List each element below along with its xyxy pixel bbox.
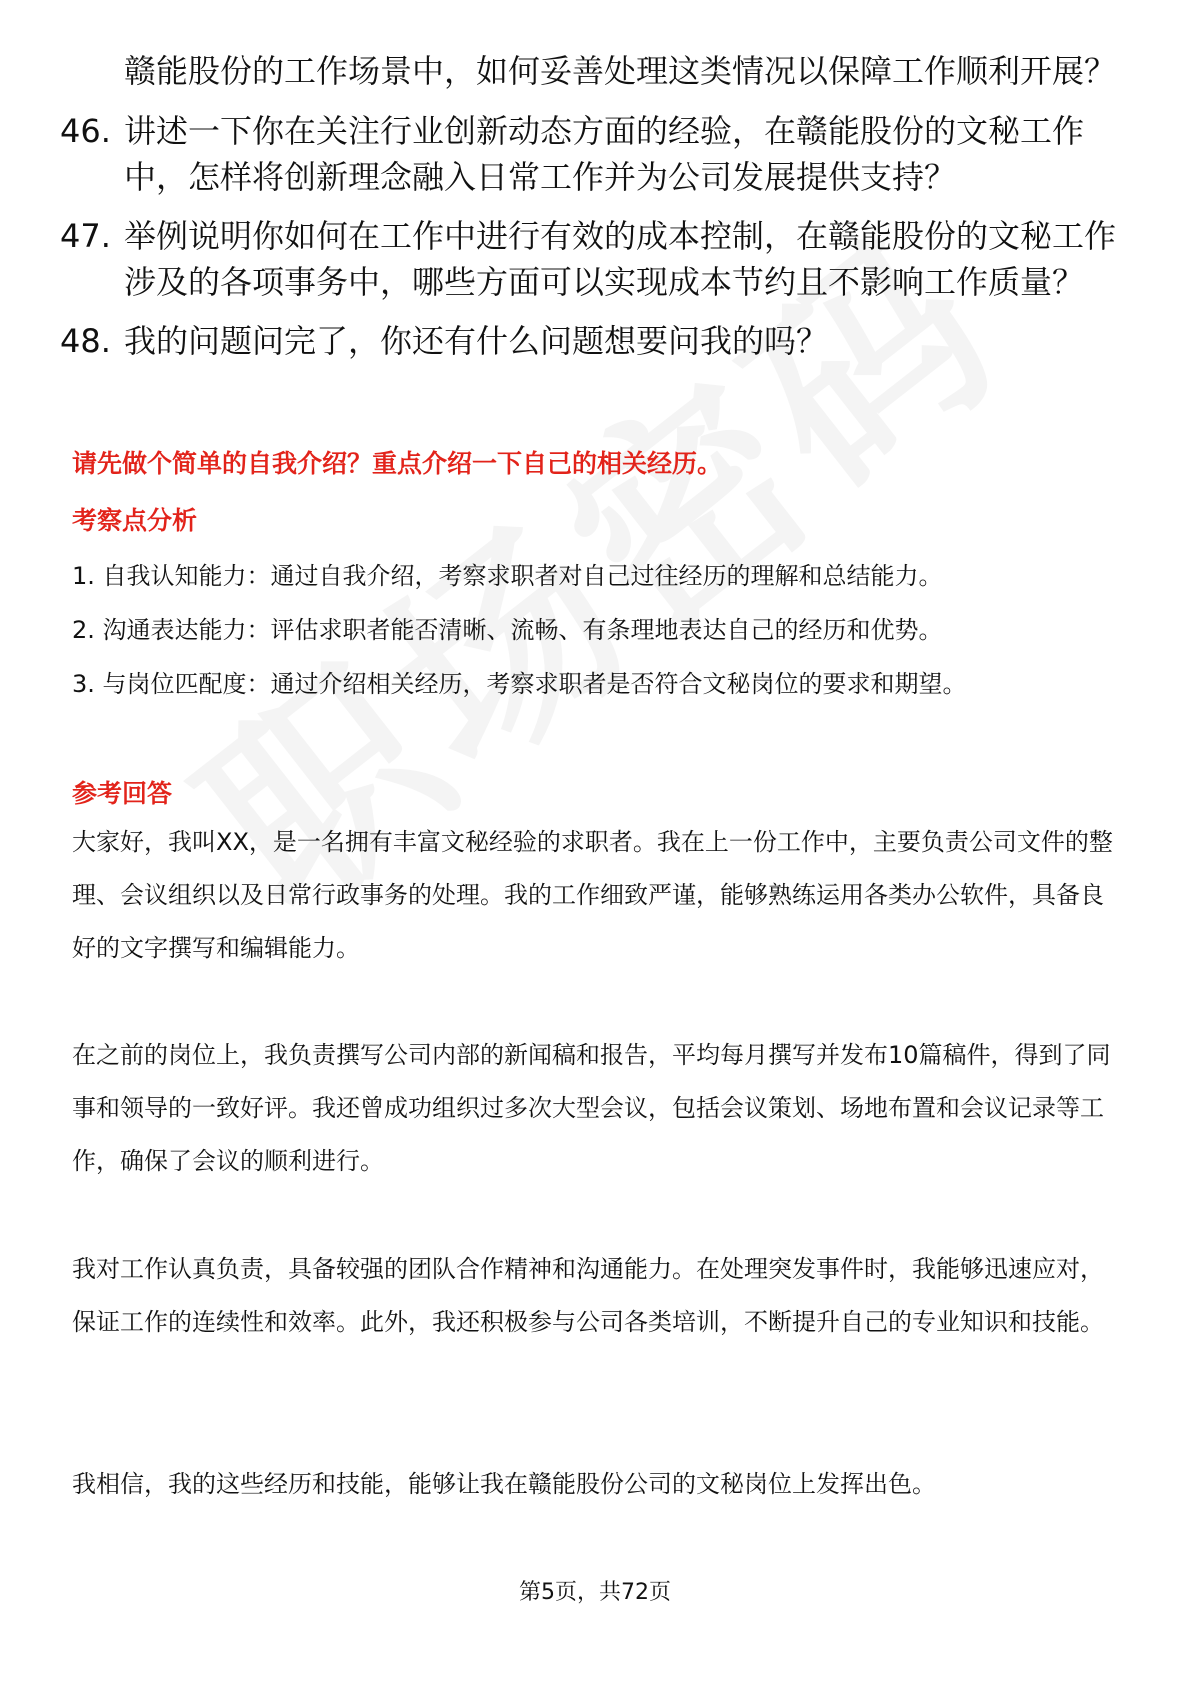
analysis-section: [72, 503, 1122, 711]
answer-paragraph-4: [72, 1458, 1122, 1511]
answer-section: [72, 776, 1122, 812]
analysis-item: 2. 沟通表达能力：评估求职者能否清晰、流畅、有条理地表达自己的经历和优势。: [72, 616, 943, 644]
analysis-list: [72, 549, 1122, 711]
answer-paragraph-3: [72, 1243, 1122, 1349]
question-number: 46.: [60, 112, 111, 150]
question-continuation: [60, 48, 1120, 94]
answer-paragraph: 我对工作认真负责，具备较强的团队合作精神和沟通能力。在处理突发事件时，我能够迅速应对，保证工作的连续性和效率。此外，我还积极参与公司各类培训，不断提升自己的专业知识和技能。: [72, 1255, 1104, 1336]
answer-paragraph-1: [72, 816, 1122, 975]
question-item-46: [60, 108, 1120, 200]
question-text: 讲述一下你在关注行业创新动态方面的经验，在赣能股份的文秘工作中，怎样将创新理念融入日常工作并为公司发展提供支持？: [124, 112, 1085, 196]
answer-paragraph: 大家好，我叫XX，是一名拥有丰富文秘经验的求职者。我在上一份工作中，主要负责公司文件的整理、会议组织以及日常行政事务的处理。我的工作细致严谨，能够熟练运用各类办公软件，具备良好的文字撰写和编辑能力。: [72, 828, 1113, 962]
question-text: 举例说明你如何在工作中进行有效的成本控制，在赣能股份的文秘工作涉及的各项事务中，哪些方面可以实现成本节约且不影响工作质量？: [124, 217, 1117, 301]
analysis-item: 3. 与岗位匹配度：通过介绍相关经历，考察求职者是否符合文秘岗位的要求和期望。: [72, 670, 967, 698]
question-item-48: [60, 318, 1120, 364]
answer-paragraph: 我相信，我的这些经历和技能，能够让我在赣能股份公司的文秘岗位上发挥出色。: [72, 1470, 936, 1498]
question-text: 赣能股份的工作场景中，如何妥善处理这类情况以保障工作顺利开展？: [124, 52, 1117, 90]
question-title: 请先做个简单的自我介绍？重点介绍一下自己的相关经历。: [72, 449, 723, 478]
question-number: 47.: [60, 217, 111, 255]
question-list: [60, 48, 1120, 377]
question-item-47: [60, 213, 1120, 305]
question-text: 我的问题问完了，你还有什么问题想要问我的吗？: [124, 322, 829, 360]
answer-heading: 参考回答: [72, 779, 173, 808]
question-number: 48.: [60, 322, 111, 360]
page-footer: 第5页，共72页: [519, 1580, 671, 1605]
analysis-heading: 考察点分析: [72, 506, 198, 535]
analysis-item: 1. 自我认知能力：通过自我介绍，考察求职者对自己过往经历的理解和总结能力。: [72, 562, 943, 590]
answer-paragraph: 在之前的岗位上，我负责撰写公司内部的新闻稿和报告，平均每月撰写并发布10篇稿件，得到了同事和领导的一致好评。我还曾成功组织过多次大型会议，包括会议策划、场地布置和会议记录等工作，确保了会议的顺利进行。: [72, 1041, 1111, 1175]
question-title-section: [72, 446, 1122, 482]
answer-paragraph-2: [72, 1029, 1122, 1188]
